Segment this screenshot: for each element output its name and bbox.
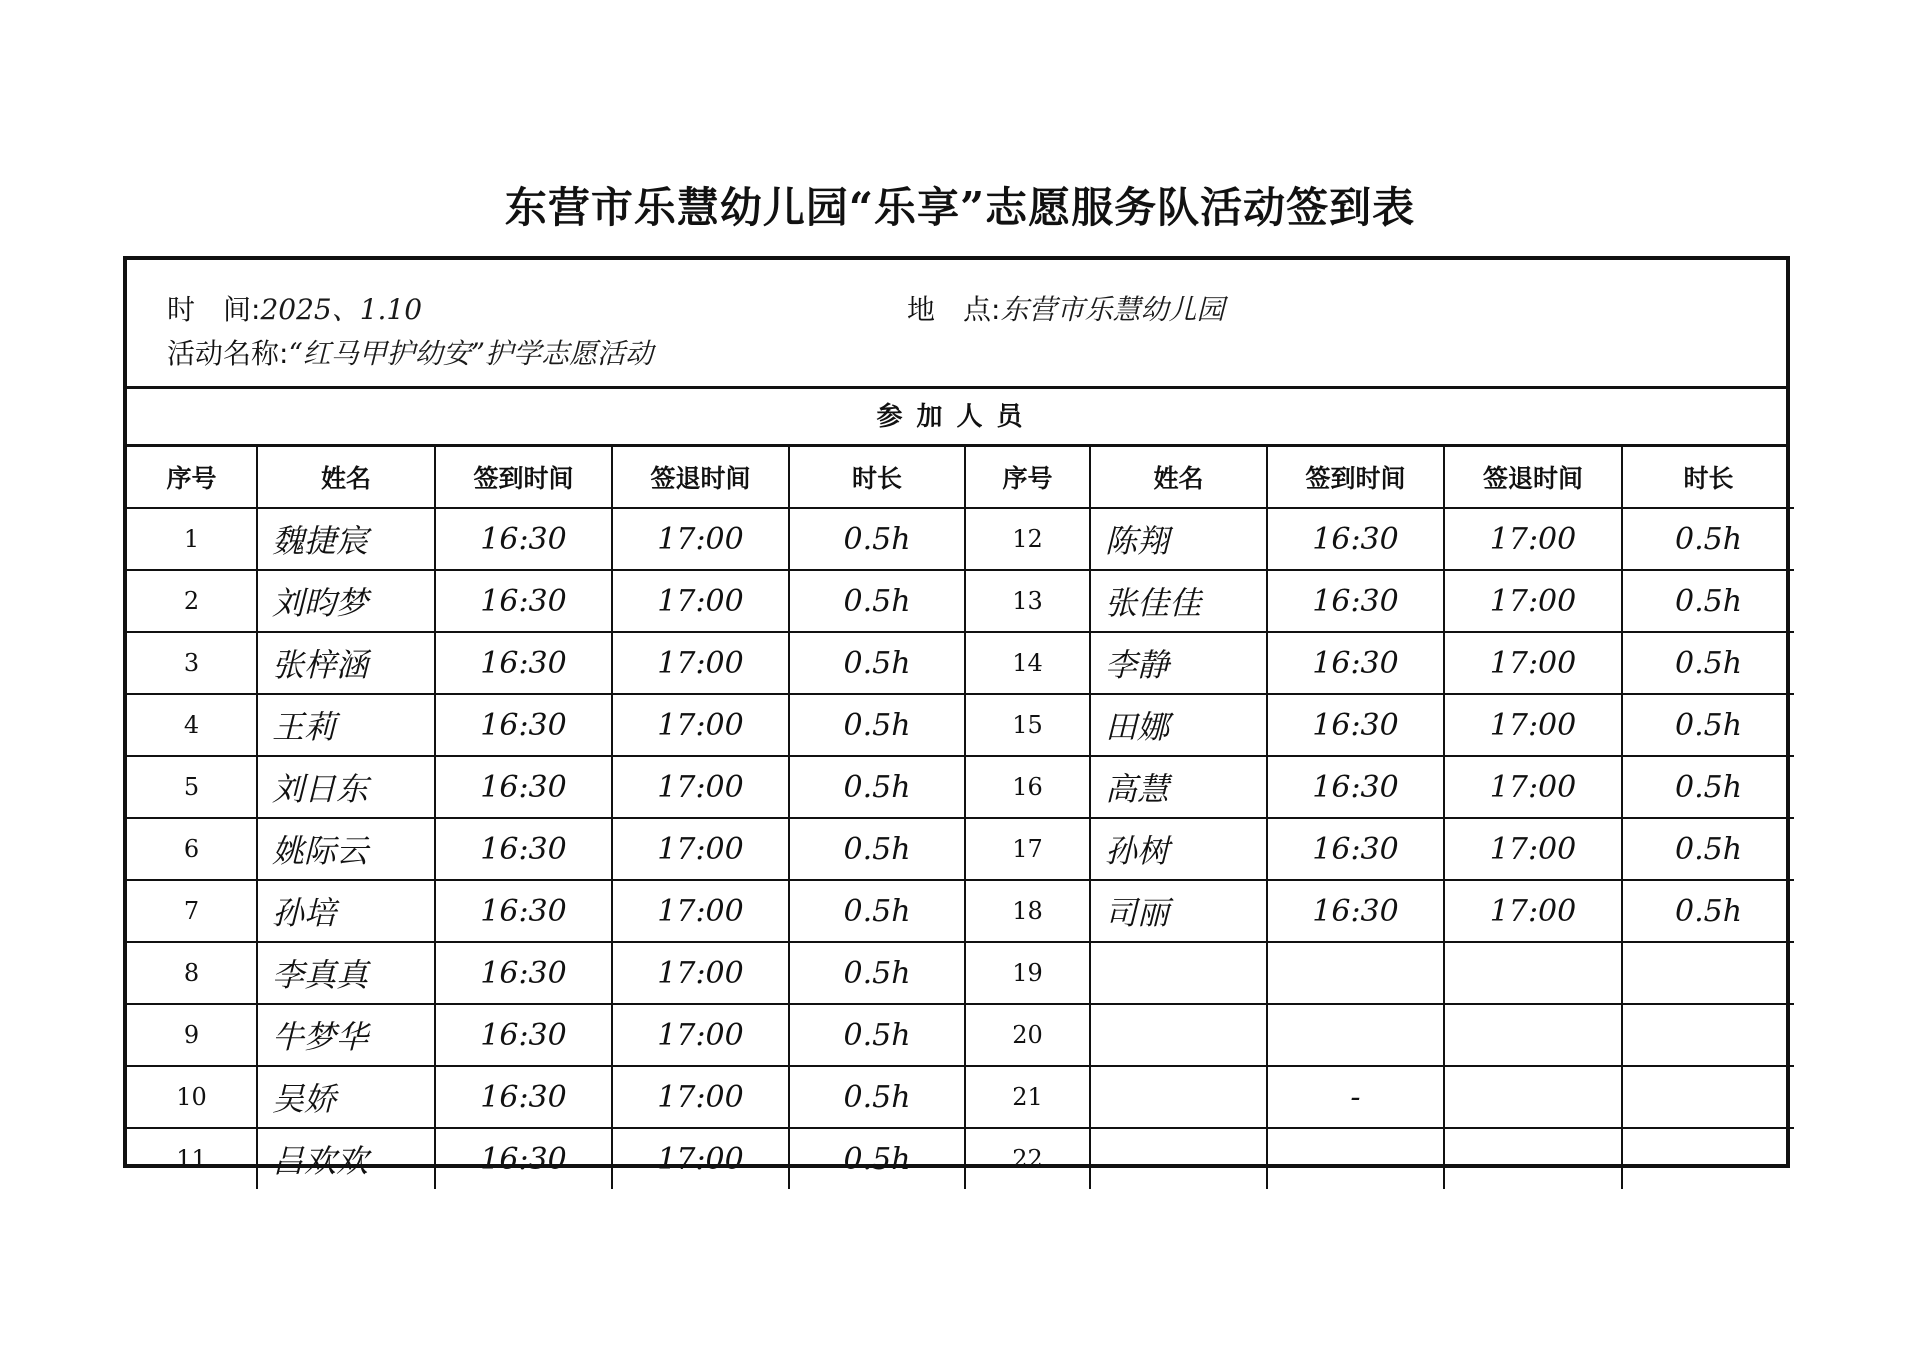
column-header: 签到时间	[1267, 447, 1444, 508]
time-value: 2025、1.10	[260, 293, 423, 326]
row-number-cell: 7	[127, 880, 257, 942]
row-number-cell: 21	[965, 1066, 1090, 1128]
sign-out-time-cell: 17:00	[612, 694, 789, 756]
name-cell: 吴娇	[257, 1066, 435, 1128]
sign-out-time-cell: 17:00	[1444, 508, 1622, 570]
column-header: 签退时间	[612, 447, 789, 508]
sign-in-time-cell: 16:30	[1267, 570, 1444, 632]
duration-cell: 0.5h	[1622, 632, 1794, 694]
column-header: 签到时间	[435, 447, 612, 508]
time-field	[167, 288, 422, 328]
row-number-cell: 3	[127, 632, 257, 694]
sign-out-time-cell: 17:00	[612, 756, 789, 818]
duration-cell: 0.5h	[1622, 694, 1794, 756]
duration-cell	[1622, 1066, 1794, 1128]
place-field	[907, 288, 1224, 328]
activity-name-value: “红马甲护幼安”护学志愿活动	[288, 337, 654, 370]
column-header: 时长	[1622, 447, 1794, 508]
sign-out-time-cell: 17:00	[612, 942, 789, 1004]
row-number-cell: 11	[127, 1128, 257, 1189]
row-number-cell: 15	[965, 694, 1090, 756]
name-cell: 李真真	[257, 942, 435, 1004]
sign-in-time-cell	[1267, 1004, 1444, 1066]
place-label: 地 点:	[907, 293, 1001, 326]
participants-header: 参加人员	[127, 389, 1786, 447]
sign-out-time-cell: 17:00	[1444, 818, 1622, 880]
table-row	[127, 756, 1794, 818]
name-cell: 刘昀梦	[257, 570, 435, 632]
sign-in-time-cell: 16:30	[435, 756, 612, 818]
document-title: 东营市乐慧幼儿园“乐享”志愿服务队活动签到表	[504, 183, 1416, 232]
duration-cell: 0.5h	[789, 508, 965, 570]
name-cell: 高慧	[1090, 756, 1267, 818]
sign-out-time-cell	[1444, 1004, 1622, 1066]
table-row	[127, 632, 1794, 694]
row-number-cell: 2	[127, 570, 257, 632]
name-cell: 王莉	[257, 694, 435, 756]
row-number-cell: 5	[127, 756, 257, 818]
table-row	[127, 1128, 1794, 1189]
name-cell: 孙树	[1090, 818, 1267, 880]
row-number-cell: 13	[965, 570, 1090, 632]
column-header: 姓名	[257, 447, 435, 508]
column-header: 序号	[965, 447, 1090, 508]
sign-in-time-cell	[1267, 1128, 1444, 1189]
row-number-cell: 14	[965, 632, 1090, 694]
sign-out-time-cell: 17:00	[1444, 632, 1622, 694]
table-row	[127, 1066, 1794, 1128]
duration-cell: 0.5h	[789, 1004, 965, 1066]
duration-cell: 0.5h	[789, 756, 965, 818]
sign-in-time-cell: -	[1267, 1066, 1444, 1128]
sign-out-time-cell	[1444, 1128, 1622, 1189]
row-number-cell: 22	[965, 1128, 1090, 1189]
duration-cell	[1622, 1004, 1794, 1066]
duration-cell: 0.5h	[1622, 880, 1794, 942]
attendance-table	[127, 447, 1794, 1189]
duration-cell: 0.5h	[1622, 508, 1794, 570]
duration-cell	[1622, 1128, 1794, 1189]
duration-cell: 0.5h	[789, 632, 965, 694]
table-row	[127, 694, 1794, 756]
place-value: 东营市乐慧幼儿园	[1000, 293, 1225, 326]
sign-in-time-cell: 16:30	[435, 818, 612, 880]
sign-in-time-cell: 16:30	[435, 880, 612, 942]
sign-in-sheet	[123, 256, 1790, 1180]
sign-out-time-cell	[1444, 1066, 1622, 1128]
sign-in-time-cell: 16:30	[1267, 694, 1444, 756]
column-header: 时长	[789, 447, 965, 508]
sign-in-time-cell: 16:30	[435, 694, 612, 756]
sign-in-time-cell: 16:30	[1267, 756, 1444, 818]
sign-in-time-cell: 16:30	[1267, 880, 1444, 942]
sign-in-time-cell	[1267, 942, 1444, 1004]
activity-name-field	[167, 332, 653, 372]
row-number-cell: 6	[127, 818, 257, 880]
row-number-cell: 17	[965, 818, 1090, 880]
sign-out-time-cell: 17:00	[612, 1128, 789, 1189]
name-cell: 张佳佳	[1090, 570, 1267, 632]
duration-cell: 0.5h	[789, 570, 965, 632]
sign-in-time-cell: 16:30	[435, 1004, 612, 1066]
name-cell	[1090, 1128, 1267, 1189]
duration-cell: 0.5h	[789, 818, 965, 880]
sign-out-time-cell: 17:00	[612, 570, 789, 632]
sign-in-time-cell: 16:30	[435, 632, 612, 694]
name-cell: 司丽	[1090, 880, 1267, 942]
name-cell: 刘日东	[257, 756, 435, 818]
row-number-cell: 1	[127, 508, 257, 570]
table-row	[127, 942, 1794, 1004]
duration-cell: 0.5h	[789, 694, 965, 756]
row-number-cell: 20	[965, 1004, 1090, 1066]
name-cell: 李静	[1090, 632, 1267, 694]
sign-in-time-cell: 16:30	[435, 942, 612, 1004]
name-cell: 吕欢欢	[257, 1128, 435, 1189]
activity-info	[127, 260, 1786, 389]
row-number-cell: 16	[965, 756, 1090, 818]
sign-in-time-cell: 16:30	[435, 508, 612, 570]
table-row	[127, 880, 1794, 942]
row-number-cell: 19	[965, 942, 1090, 1004]
table-header-row	[127, 447, 1794, 508]
duration-cell: 0.5h	[789, 1066, 965, 1128]
name-cell: 牛梦华	[257, 1004, 435, 1066]
table-row	[127, 508, 1794, 570]
table-row	[127, 570, 1794, 632]
name-cell: 张梓涵	[257, 632, 435, 694]
duration-cell: 0.5h	[1622, 570, 1794, 632]
row-number-cell: 12	[965, 508, 1090, 570]
sign-out-time-cell: 17:00	[1444, 570, 1622, 632]
row-number-cell: 4	[127, 694, 257, 756]
name-cell	[1090, 1066, 1267, 1128]
activity-name-label: 活动名称:	[167, 337, 289, 370]
sign-out-time-cell: 17:00	[612, 1004, 789, 1066]
sign-out-time-cell	[1444, 942, 1622, 1004]
duration-cell	[1622, 942, 1794, 1004]
sign-out-time-cell: 17:00	[612, 1066, 789, 1128]
row-number-cell: 10	[127, 1066, 257, 1128]
time-label: 时 间:	[167, 293, 261, 326]
duration-cell: 0.5h	[789, 942, 965, 1004]
name-cell: 魏捷宸	[257, 508, 435, 570]
sign-in-time-cell: 16:30	[435, 1066, 612, 1128]
column-header: 姓名	[1090, 447, 1267, 508]
sign-out-time-cell: 17:00	[612, 632, 789, 694]
name-cell	[1090, 1004, 1267, 1066]
column-header: 序号	[127, 447, 257, 508]
sign-out-time-cell: 17:00	[612, 508, 789, 570]
sign-out-time-cell: 17:00	[612, 818, 789, 880]
duration-cell: 0.5h	[1622, 756, 1794, 818]
sign-out-time-cell: 17:00	[1444, 756, 1622, 818]
name-cell: 姚际云	[257, 818, 435, 880]
column-header: 签退时间	[1444, 447, 1622, 508]
sign-out-time-cell: 17:00	[1444, 880, 1622, 942]
sign-in-time-cell: 16:30	[435, 570, 612, 632]
row-number-cell: 18	[965, 880, 1090, 942]
table-row	[127, 818, 1794, 880]
sign-in-time-cell: 16:30	[1267, 508, 1444, 570]
name-cell: 陈翔	[1090, 508, 1267, 570]
duration-cell: 0.5h	[789, 880, 965, 942]
row-number-cell: 9	[127, 1004, 257, 1066]
sign-out-time-cell: 17:00	[612, 880, 789, 942]
duration-cell: 0.5h	[789, 1128, 965, 1189]
sign-out-time-cell: 17:00	[1444, 694, 1622, 756]
name-cell: 田娜	[1090, 694, 1267, 756]
sign-in-time-cell: 16:30	[1267, 818, 1444, 880]
sign-in-time-cell: 16:30	[1267, 632, 1444, 694]
table-row	[127, 1004, 1794, 1066]
sign-in-time-cell: 16:30	[435, 1128, 612, 1189]
name-cell	[1090, 942, 1267, 1004]
row-number-cell: 8	[127, 942, 257, 1004]
name-cell: 孙培	[257, 880, 435, 942]
duration-cell: 0.5h	[1622, 818, 1794, 880]
